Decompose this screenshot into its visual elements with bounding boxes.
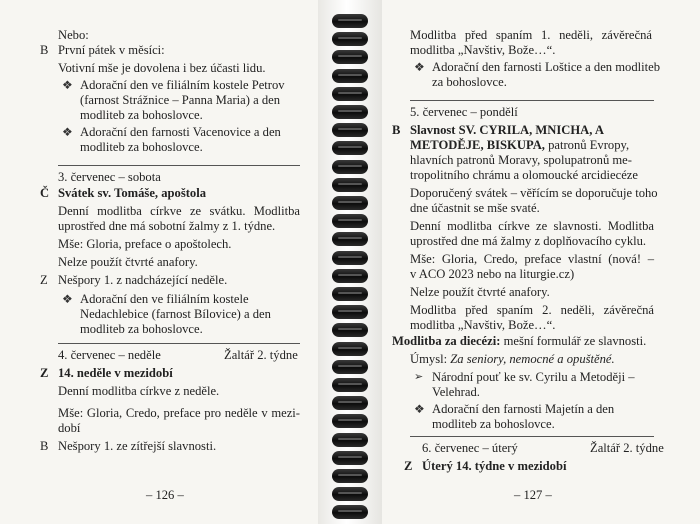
solemnity-title: Slavnost SV. CYRILA, MNICHA, A [410, 123, 604, 137]
adoration-line: modliteb za bohoslovce. [432, 417, 555, 431]
psalter-week: Žaltář 2. týdne [224, 348, 298, 362]
divider [58, 165, 300, 166]
adoration-line: modliteb za bohoslovce. [80, 140, 203, 154]
spiral-coil-icon [332, 487, 368, 501]
recommended-line: Doporučený svátek – věřícím se doporučuje toho [410, 186, 658, 200]
spiral-coil-icon [332, 196, 368, 210]
spiral-coil-icon [332, 251, 368, 265]
spiral-coil-icon [332, 469, 368, 483]
day-header: 6. červenec – úterý [422, 441, 518, 455]
feast-title: 14. neděle v mezidobí [58, 366, 173, 380]
spiral-coil-icon [332, 287, 368, 301]
solemnity-text: patronů Evropy, [544, 138, 630, 152]
spiral-coil-icon [332, 414, 368, 428]
anaphora-note: Nelze použít čtvrté anafory. [58, 255, 198, 269]
spiral-coil-icon [332, 32, 368, 46]
spiral-coil-icon [332, 396, 368, 410]
diocese-label: Modlitba za diecézi: [392, 334, 501, 348]
votive-note: Votivní mše je dovolena i bez účasti lidu. [58, 61, 266, 75]
intention-label: Úmysl: [410, 352, 448, 366]
divider [410, 100, 654, 101]
adoration-line: (farnost Strážnice – Panna Maria) a den [80, 93, 281, 107]
page-number: – 126 – [146, 488, 184, 502]
adoration-line: modliteb za bohoslovce. [80, 108, 203, 122]
adoration-line: Adorační den farnosti Vacenovice a den [80, 125, 281, 139]
diamond-bullet-icon: ❖ [62, 78, 73, 92]
feast-title: Úterý 14. týdne v mezidobí [422, 459, 567, 473]
spiral-coil-icon [332, 14, 368, 28]
divider [410, 436, 654, 437]
mass-line: Mše: Gloria, Credo, preface pro neděle v mezi- [58, 406, 300, 420]
compline-line: Modlitba před spaním 1. neděli, závěrečná [410, 28, 652, 42]
rank-mark: B [392, 123, 401, 137]
diamond-bullet-icon: ❖ [414, 60, 425, 74]
spiral-coil-icon [332, 160, 368, 174]
prayer-line: Denní modlitba církve ze slavnosti. Modlitba [410, 219, 654, 233]
adoration-line: Adorační den farnosti Majetín a den [432, 402, 615, 416]
prayer-note: Denní modlitba církve z neděle. [58, 384, 220, 398]
rank-mark: Č [40, 186, 50, 200]
spiral-coil-icon [332, 433, 368, 447]
spiral-binding [318, 0, 382, 524]
mass-line: dobí [58, 421, 81, 435]
solemnity-line: tropolitního chrámu a olomoucké arcidiecéze [410, 168, 638, 182]
mass-line: Mše: Gloria, Credo, preface vlastní (nová! – [410, 252, 654, 266]
rank-mark: B [40, 439, 49, 453]
spiral-coil-icon [332, 178, 368, 192]
pilgrimage-line: Národní pouť ke sv. Cyrilu a Metoději – [432, 370, 635, 384]
adoration-line: Adorační den ve filiálním kostele Petrov [80, 78, 285, 92]
rank-mark: Z [40, 366, 49, 380]
intro-nebo: Nebo: [58, 28, 89, 42]
spiral-coil-icon [332, 87, 368, 101]
spiral-coil-icon [332, 360, 368, 374]
solemnity-title-2: METODĚJE, BISKUPA, [410, 138, 545, 152]
diamond-bullet-icon: ❖ [62, 125, 73, 139]
spiral-coil-icon [332, 342, 368, 356]
vespers-note: Nešpory 1. z nadcházející neděle. [58, 273, 228, 287]
pilgrimage-line: Velehrad. [432, 385, 480, 399]
spiral-coil-icon [332, 505, 368, 519]
prayer-line: uprostřed dne má sobotní žalmy z 1. týdne. [58, 219, 276, 233]
spiral-coil-icon [332, 105, 368, 119]
spiral-coil-icon [332, 323, 368, 337]
first-friday: První pátek v měsíci: [58, 43, 165, 57]
diamond-bullet-icon: ❖ [414, 402, 425, 416]
compline-line: Modlitba před spaním 2. neděli, závěrečná [410, 303, 654, 317]
spiral-coil-icon [332, 50, 368, 64]
solemnity-line [410, 138, 629, 153]
prayer-line: Denní modlitba církve ze svátku. Modlitba [58, 204, 300, 218]
spiral-coil-icon [332, 141, 368, 155]
spiral-coil-icon [332, 269, 368, 283]
day-header: 3. červenec – sobota [58, 170, 161, 184]
mass-line: v ACO 2023 nebo na liturgie.cz) [410, 267, 575, 281]
diocese-line [392, 334, 646, 349]
divider [58, 343, 300, 344]
recommended-line: dne účastnit se mše svaté. [410, 201, 540, 215]
rank-mark: B [40, 43, 49, 57]
page-number: – 127 – [514, 488, 552, 502]
arrow-bullet-icon: ➢ [414, 371, 424, 383]
diocese-text: mešní formulář ze slavnosti. [500, 334, 647, 348]
right-page [382, 0, 700, 524]
spiral-coil-icon [332, 305, 368, 319]
day-header: 4. červenec – neděle [58, 348, 161, 362]
spiral-coil-icon [332, 232, 368, 246]
diamond-bullet-icon: ❖ [62, 292, 73, 306]
adoration-line: modliteb za bohoslovce. [80, 322, 203, 336]
adoration-line: za bohoslovce. [432, 75, 507, 89]
feast-title: Svátek sv. Tomáše, apoštola [58, 186, 207, 200]
spiral-coil-icon [332, 123, 368, 137]
prayer-line: uprostřed dne má žalmy z doplňovacího cyklu. [410, 234, 647, 248]
left-page [0, 0, 318, 524]
spiral-coil-icon [332, 451, 368, 465]
vespers-note: Nešpory 1. ze zítřejší slavnosti. [58, 439, 217, 453]
anaphora-note: Nelze použít čtvrté anafory. [410, 285, 550, 299]
adoration-line: Adorační den farnosti Loštice a den modliteb [432, 60, 661, 74]
adoration-line: Adorační den ve filiálním kostele [80, 292, 249, 306]
rank-mark: Z [404, 459, 413, 473]
spiral-coil-icon [332, 214, 368, 228]
compline-line: modlitba „Navštiv, Bože…“. [410, 43, 556, 57]
mass-note: Mše: Gloria, preface o apoštolech. [58, 237, 232, 251]
rank-mark: Z [40, 273, 48, 287]
intention-text: Za seniory, nemocné a opuštěné. [450, 352, 615, 366]
adoration-line: Nedachlebice (farnost Bílovice) a den [80, 307, 271, 321]
psalter-week: Žaltář 2. týdne [590, 441, 664, 455]
day-header: 5. červenec – pondělí [410, 105, 518, 119]
intention-line [410, 352, 615, 367]
spiral-coil-icon [332, 378, 368, 392]
solemnity-line: hlavních patronů Moravy, spolupatronů me- [410, 153, 632, 167]
compline-line: modlitba „Navštiv, Bože…“. [410, 318, 556, 332]
spiral-coil-icon [332, 69, 368, 83]
